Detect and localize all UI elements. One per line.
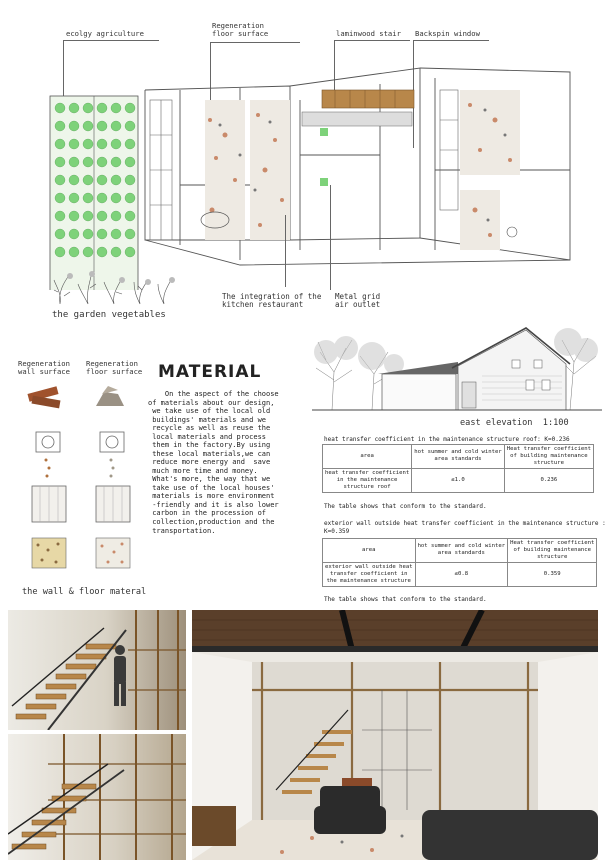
photo-stair-window (8, 734, 186, 860)
green-roof-panel (50, 96, 138, 290)
table1-note: The table shows that conform to the standard. (324, 503, 487, 510)
laminwood-stair (302, 90, 414, 126)
material-paragraph: On the aspect of the choose of materials about our design, we take use of the local old buildings' materials and we recycle as well as reuse the local materials and process them in the factory.By using these local materials,we can reduce more energy and save much more time and money. What's more, the way that we take use of the local houses' materials is more environment -friendly and it is also lower carbon in the procession of collection,production and the transportation. (148, 390, 279, 535)
finished-floor-block (96, 538, 130, 568)
photo-stair-figure (8, 610, 186, 730)
label-east-elevation: east elevation 1:100 (460, 418, 569, 428)
material-process-icons (18, 380, 148, 580)
label-wall-floor-material: the wall & floor materal (22, 587, 147, 597)
wall-heat-table (322, 538, 597, 587)
label-wall-surface: Regeneration wall surface (18, 359, 70, 376)
photo-interior-living (192, 610, 598, 860)
label-laminwood-stair: laminwood stair (336, 29, 401, 38)
label-ecology-agriculture: ecolgy agriculture (66, 29, 144, 38)
label-garden-vegetables: the garden vegetables (52, 310, 166, 320)
label-kitchen-restaurant: The integration of the kitchen restaurant (222, 292, 322, 309)
person-silhouette (114, 645, 126, 706)
axonometric-section (40, 60, 600, 290)
label-regeneration-floor-top: Regeneration floor surface (212, 21, 269, 38)
finished-wall-block (32, 538, 66, 568)
table-row: exterior wall outside heat transfer coefficient in the maintenance structure ≤0.8 0.359 (323, 562, 597, 586)
elevation-house (378, 328, 570, 410)
label-floor-surface: Regeneration floor surface (86, 359, 143, 376)
vegetable-illustrations (50, 268, 180, 308)
table-row: area hot summer and cold winter area standards Heat transfer coefficient of building maintenance structure (323, 539, 597, 563)
table-row: heat transfer coefficient in the maintenance structure roof ≤1.0 0.236 (323, 468, 594, 492)
armchair (314, 786, 386, 834)
label-backspin-window: Backspin window (415, 29, 480, 38)
roof-heat-table (322, 444, 594, 493)
label-metal-grid: Metal grid air outlet (335, 292, 381, 309)
raw-bricks (27, 386, 60, 408)
material-title: MATERIAL (158, 362, 262, 382)
table-row: area hot summer and cold winter area standards Heat transfer coefficient of building maintenance structure (323, 445, 594, 469)
table1-title: heat transfer coefficient in the maintenance structure roof: K=0.236 (324, 436, 570, 443)
raw-stones (96, 386, 124, 406)
east-elevation (312, 312, 602, 414)
table2-note: The table shows that conform to the standard. (324, 596, 487, 603)
table2-title: exterior wall outside heat transfer coefficient in the maintenance structure : K=0.359 (324, 520, 606, 535)
sofa (422, 810, 598, 860)
